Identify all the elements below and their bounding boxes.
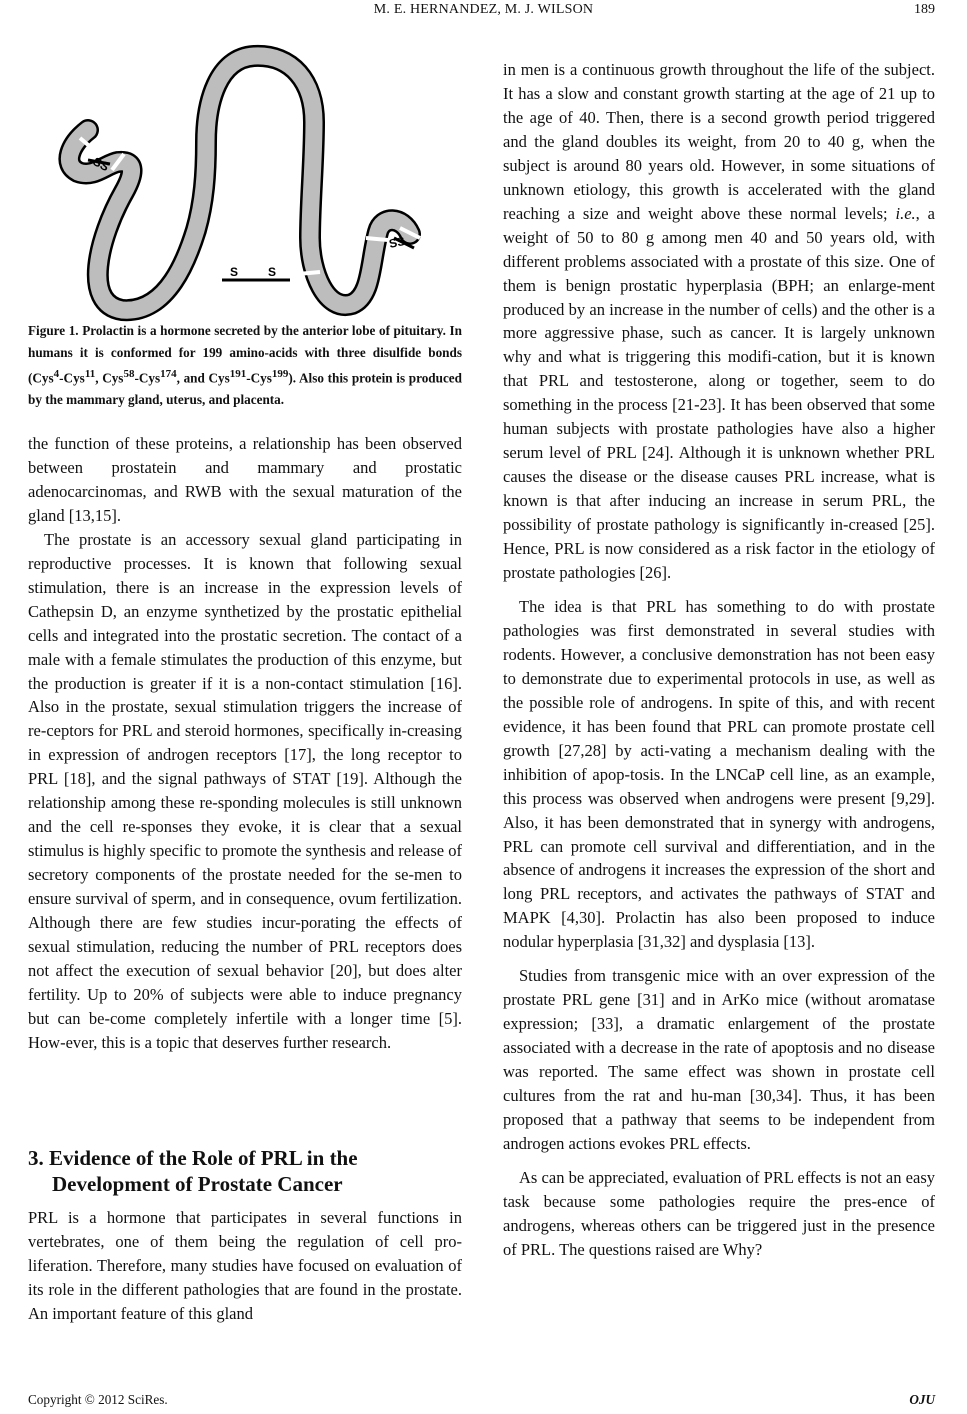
paragraph-prl-hormone: PRL is a hormone that participates in several functions in vertebrates, one of them being the regulation of cell pro-liferation. Therefore, many studies have focused on evaluation of its role in the different pathologies that are found in the prostate. An important feature of this gland	[28, 1208, 462, 1323]
disulfide-break-2b	[298, 272, 320, 274]
paragraph-gland-growth: in men is a continuous growth throughout the life of the subject. It has a slow and constant growth starting at the age of 21 up to the age of 40. Then, there is a second growth period triggered and the gland doubles its weight, from 20 to 40 g, when the subject is around 80 years old. However, in some situations of unknown etiology, this growth is accelerated with the gland reaching a size and weight above these normal levels; i.e., a weight of 50 to 80 g among men 40 and 50 years old, with different problems associated with a prostate of this size. One of them is benign prostatic hyperplasia (BPH; an enlarge-ment produced by an increase in the number of cells) and the other is a more aggressive phase, such as cancer. It is largely unknown why and what is triggering this modifi-cation, but it is known that PRL and testosterone, along or together, seem to do something in the process [21-23]. It has been observed that some human subjects with prostate pathologies have also a higher serum level of PRL [24]. Although it is unknown whether PRL causes the disease or the disease causes PRL increase, what is known is that after inducing an increase in serum PRL, the possibility of prostate pathology is significantly in-creased [25]. Hence, PRL is now considered as a risk factor in the etiology of prostate pathologies [26].	[503, 60, 935, 583]
caption-label: Figure 1.	[28, 323, 79, 338]
s-label-left: S	[230, 265, 239, 279]
section-heading-line2: Development of Prostate Cancer	[52, 1172, 343, 1196]
journal-abbreviation: OJU	[909, 1392, 935, 1407]
paragraph-continuation: the function of these proteins, a relationship has been observed between prostatein and mammary and prostatic adenocarcinomas, and RWB with the sexual maturation of the gland [13,15].	[28, 434, 462, 525]
page-footer	[0, 1392, 967, 1414]
paragraph-prostate-gland: The prostate is an accessory sexual gland participating in reproductive processes. It is known that following sexual stimulation, there is an increase in the expression levels of Cathepsin D, an enzyme synthetized by the prostatic epithelial cells and integrated into the prostatic secretion. The contact of a male with a female stimulates the production of this enzyme, but the production is greater if it is a non-contact stimulation [16]. Also in the prostate, sexual stimulation triggers the increase of re-ceptors for PRL and steroid hormones, specifically in-creasing in expression of androgen receptors [17], the long receptor to PRL [18], and the signal pathways of STAT [19]. Although the relationship among these re-sponding molecules is still unknown and the cell re-sponses they evoke, it is clear that a sexual stimulus is highly specific to promote the synthesis and release of secretory components of the prostate needed for the se-men to ensure survival of sperm, and in consequence, ovum fertilization. Although there are few studies incur-porating the effects of sexual stimulation, reducing the number of PRL receptors does not affect the execution of sexual behavior [20], but does alter fertility. Up to 20% of subjects were able to induce pregnancy but can be-come completely infertile with a longer time [5]. How-ever, this is a topic that deserves further research.	[28, 529, 462, 1052]
s-label-right: S	[268, 265, 277, 279]
disulfide-break-2a	[194, 272, 214, 278]
copyright-notice: Copyright © 2012 SciRes.	[28, 1392, 168, 1407]
left-column-body	[28, 432, 462, 1055]
ss-label-1: SS	[90, 154, 112, 175]
left-column-section-3	[28, 1206, 462, 1326]
paragraph-transgenic-mice: Studies from transgenic mice with an over expression of the prostate PRL gene [31] and in ArKo mice (without aromatase expression; [33], a dramatic enlargement of the prostate associated with a decrease in the rate of apoptosis and no disease was reported. The same effect was shown in prostate cell cultures from the rat and hu-man [30,34]. Thus, it has been proposed that a pathway that seems to be independent from androgen actions evokes PRL effects.	[503, 966, 935, 1153]
prolactin-chain-fill	[69, 56, 410, 310]
paragraph-rodent-studies: The idea is that PRL has something to do with prostate pathologies was first demonstrated in several studies with rodents. However, a conclusive demonstration has not been easy to demonstrate due to experimental protocols in use, as well as the possible role of androgens. In spite of this, and with recent evidence, it has been found that PRL can promote prostate cell growth [27,28] by acti-vating a mechanism dealing with the inhibition of apop-tosis. In the LNCaP cell line, as an example, this process was observed when androgens were present [9,29]. Also, it has been demonstrated that in synergy with androgens, PRL can promote cell survival and differentiation, and in the absence of androgens it increases the expression of the short and long PRL receptors, and activates the pathways of STAT and MAPK [4,30]. Prolactin has also been proposed to induce nodular hyperplasia [31,32] and dysplasia [13].	[503, 596, 935, 952]
prolactin-structure-figure	[28, 42, 468, 324]
page-number: 189	[914, 2, 935, 17]
figure-caption: Figure 1. Prolactin is a hormone secreted by the anterior lobe of pituitary. In humans it is conformed for 199 amino-acids with three disulfide bonds (Cys$^4$-Cys$^{11}$, Cys$^{58}$-Cys$^{174}$, and Cys$^{191}$-Cys$^{199}$). Also this protein is produced by the mammary gland, uterus, and placenta.	[28, 323, 462, 407]
right-column	[503, 58, 935, 1262]
ss-label-2: SS	[387, 233, 407, 251]
disulfide-break-3a	[366, 238, 388, 240]
paragraph-evaluation: As can be appreciated, evaluation of PRL effects is not an easy task because some pathologies require the pres-ence of androgens, whereas others can be triggered just in the presence of PRL. The questions raised are Why?	[503, 1167, 935, 1259]
page-header	[0, 0, 967, 24]
section-heading-3	[28, 1145, 462, 1197]
running-head-authors: M. E. HERNANDEZ, M. J. WILSON	[373, 2, 594, 17]
section-heading-line1: 3. Evidence of the Role of PRL in the	[28, 1146, 358, 1170]
